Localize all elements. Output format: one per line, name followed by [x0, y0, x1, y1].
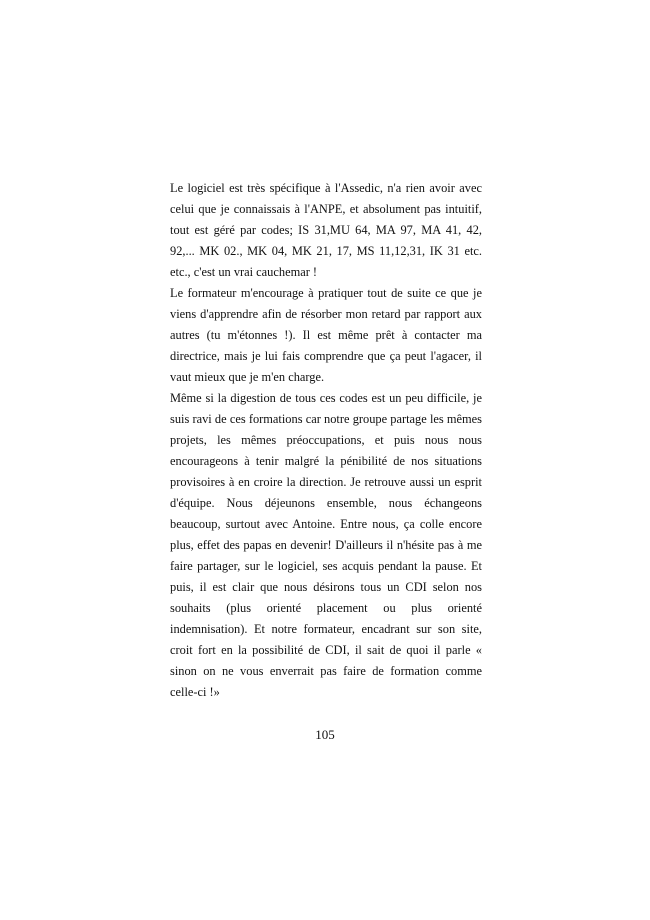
paragraph-3: Même si la digestion de tous ces codes est un peu difficile, je suis ravi de ces formations car notre groupe partage les mêmes projets, les mêmes préoccupations, et puis nous nous encourageons à tenir malgré la pénibilité de nos situations provisoires à en croire la direction. Je retrouve aussi un esprit d'équipe. Nous déjeunons ensemble, nous échangeons beaucoup, surtout avec Antoine. Entre nous, ça colle encore plus, effet des papas en devenir! D'ailleurs il n'hésite pas à me faire partager, sur le logiciel, ses acquis pendant la pause. Et puis, il est clair que nous désirons tous un CDI selon nos souhaits (plus orienté placement ou plus orienté indemnisation). Et notre formateur, encadrant sur son site, croit fort en la possibilité de CDI, il sait de quoi il parle « sinon on ne vous enverrait pas faire de formation comme celle-ci !» — [170, 391, 482, 699]
body-text — [170, 178, 482, 703]
paragraph-1: Le logiciel est très spécifique à l'Assedic, n'a rien avoir avec celui que je connaissais à l'ANPE, et absolument pas intuitif, tout est géré par codes; IS 31,MU 64, MA 97, MA 41, 42, 92,... MK 02., MK 04, MK 21, 17, MS 11,12,31, IK 31 etc. etc., c'est un vrai cauchemar ! — [170, 181, 482, 279]
page-number: 105 — [315, 727, 335, 742]
paragraph-2: Le formateur m'encourage à pratiquer tout de suite ce que je viens d'apprendre afin de résorber mon retard par rapport aux autres (tu m'étonnes !). Il est même prêt à contacter ma directrice, mais je lui fais comprendre que ça peut l'agacer, il vaut mieux que je m'en charge. — [170, 286, 482, 384]
